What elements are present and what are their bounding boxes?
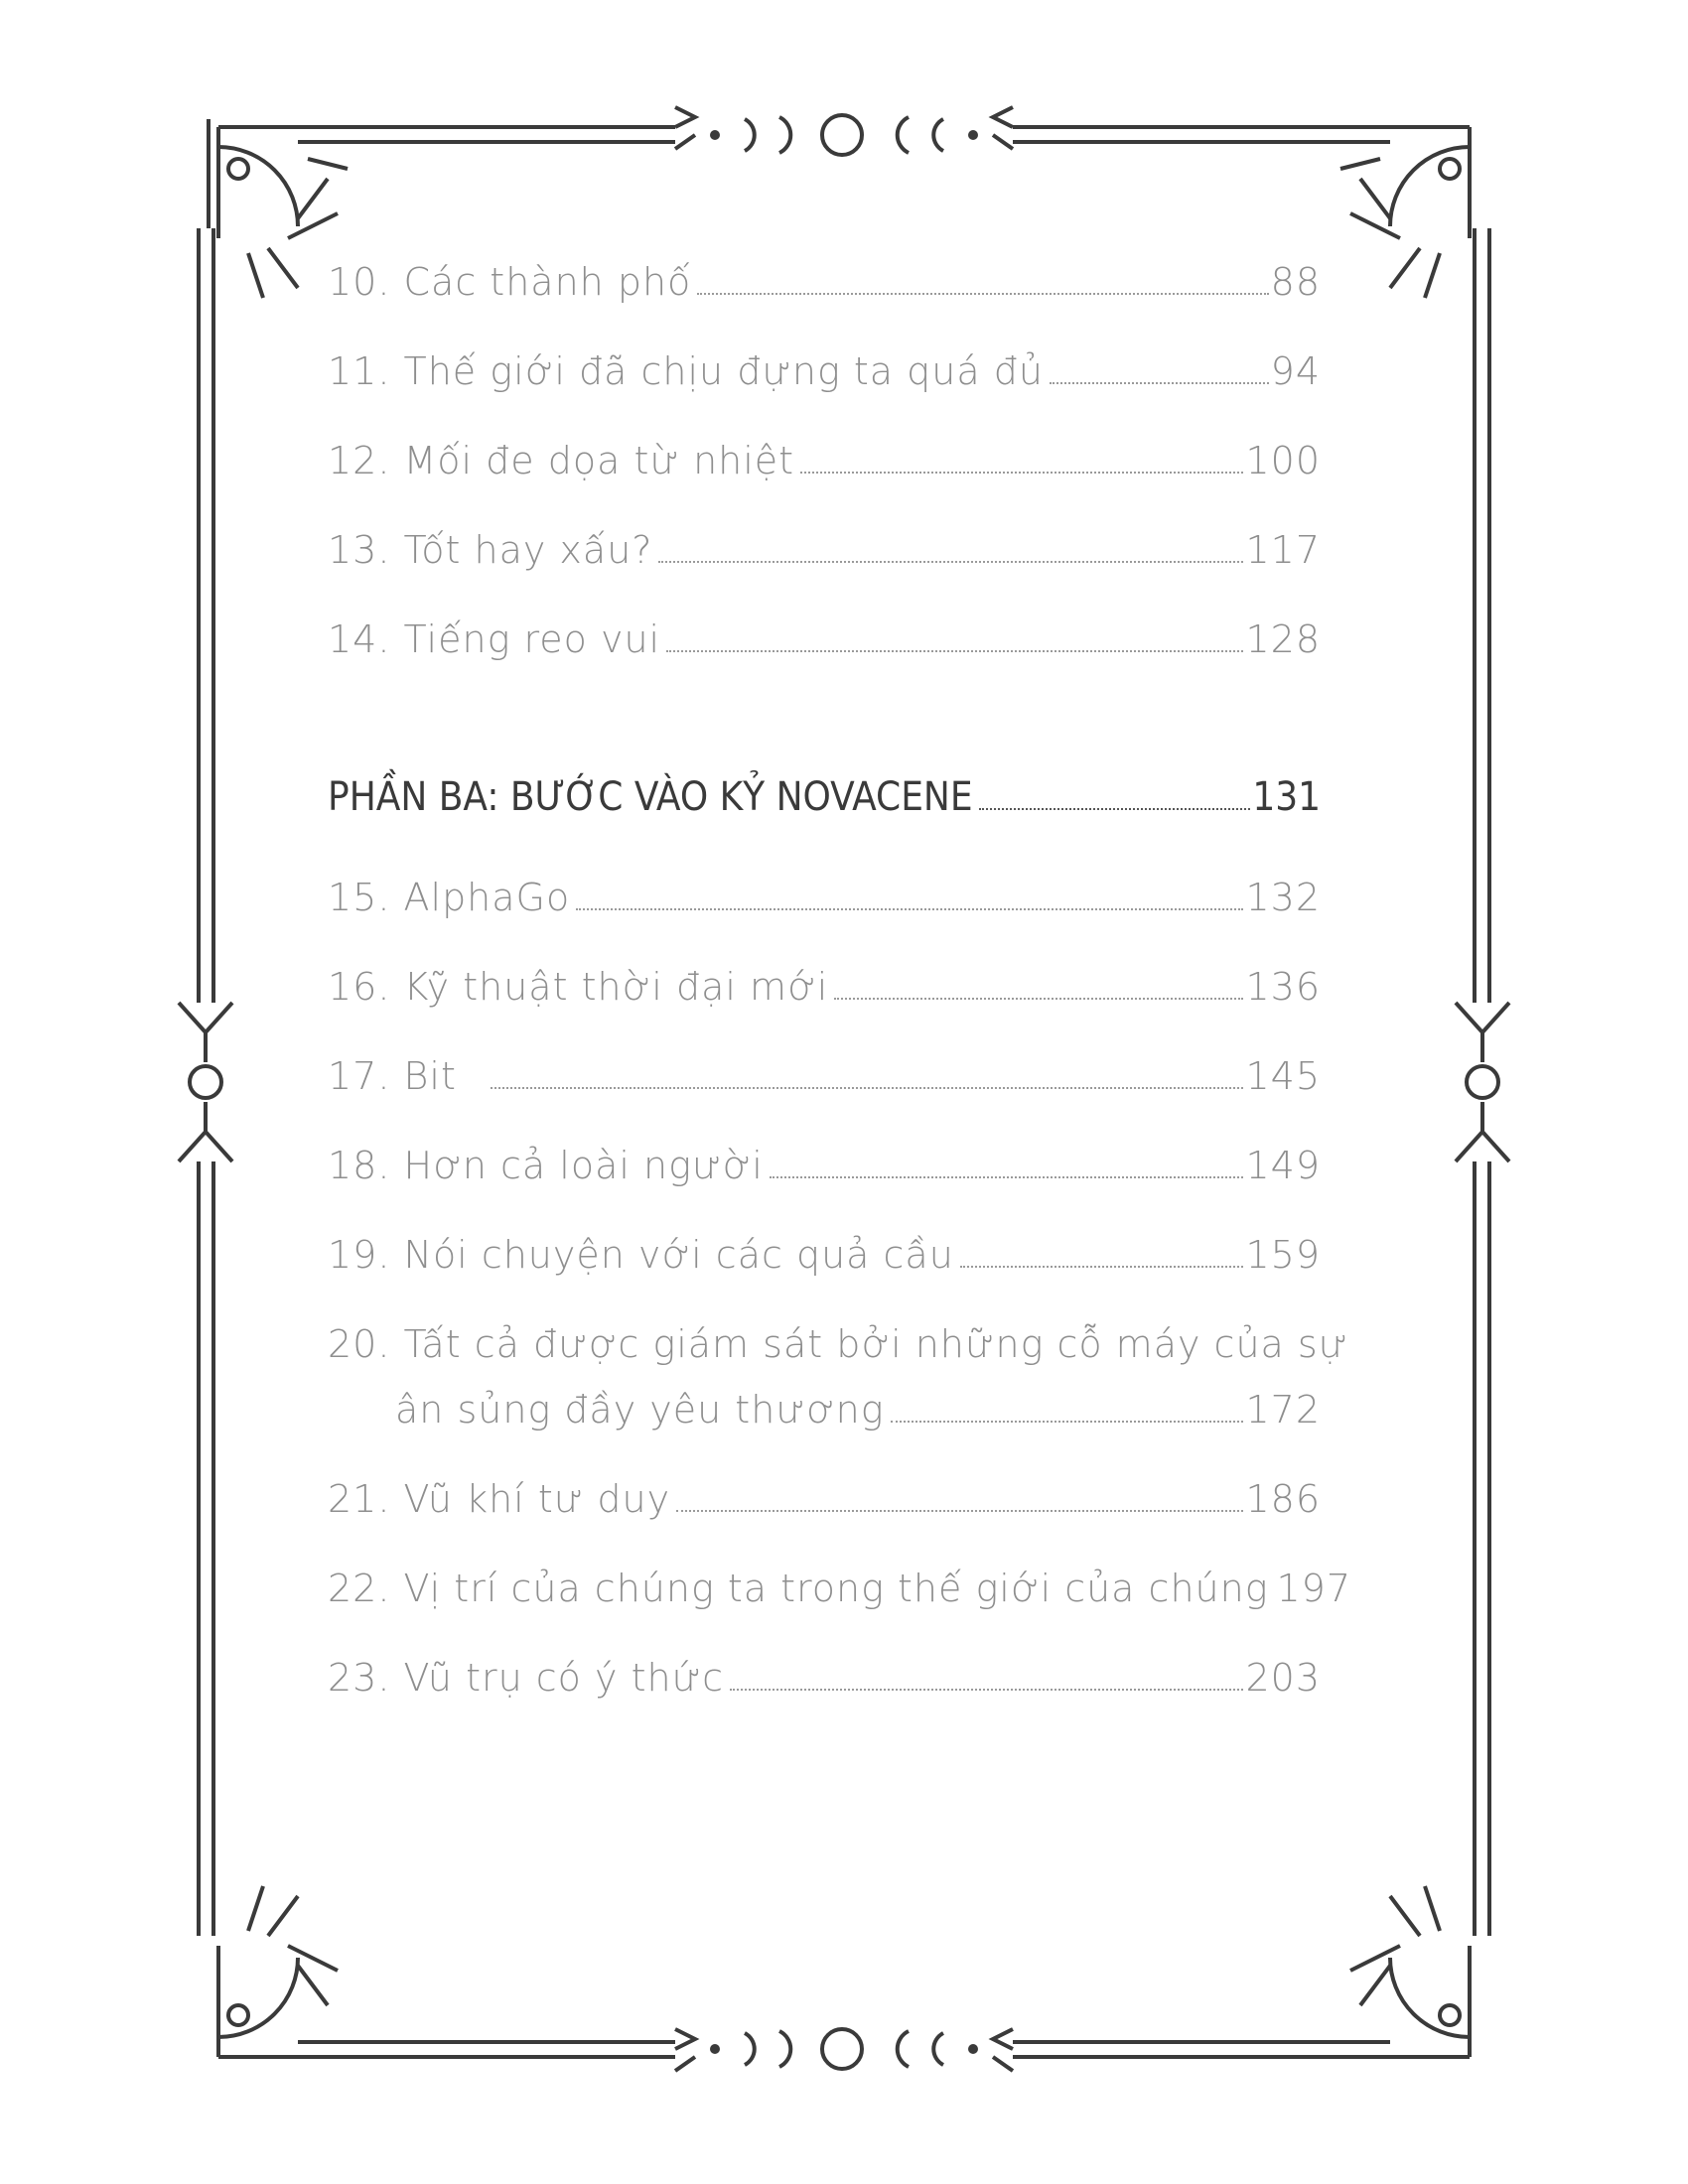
toc-entry-page: 203 [1245,1656,1321,1700]
dot-leader [800,472,1243,474]
toc-entry-title: 22. Vị trí của chúng ta trong thế giới của chúng [328,1567,1269,1610]
toc-entry-page: 197 [1276,1567,1352,1610]
toc-entry-title: 10. Các thành phố [328,260,692,304]
toc-entry-page: 172 [1245,1388,1321,1432]
toc-entry[interactable] [328,1388,1321,1447]
toc-entry-title: 17. Bit [328,1054,457,1098]
toc-entry-page: 159 [1245,1233,1321,1277]
toc-entry-page: 186 [1245,1477,1321,1521]
toc-entry[interactable] [328,1144,1321,1203]
dot-leader [730,1689,1243,1691]
toc-entry-page: 117 [1245,528,1321,572]
toc-entry-page: 149 [1245,1144,1321,1187]
toc-entry[interactable] [328,617,1321,677]
toc-entry-page: 132 [1245,876,1321,919]
dot-leader [576,908,1243,910]
toc-part-heading[interactable] [328,774,1321,834]
dot-leader [697,293,1268,295]
dot-leader [676,1510,1243,1512]
toc-entry[interactable] [328,349,1321,409]
toc-entry-title: ân sủng đầy yêu thương [395,1388,885,1432]
toc-entry-title: 19. Nói chuyện với các quả cầu [328,1233,954,1277]
toc-entry-page: 145 [1245,1054,1321,1098]
toc-entry-title: 21. Vũ khí tư duy [328,1477,671,1521]
toc-entry-title: 11. Thế giới đã chịu đựng ta quá đủ [328,349,1044,393]
toc-entry[interactable] [328,876,1321,935]
toc-entry[interactable] [328,1477,1321,1537]
toc-entry-title: 23. Vũ trụ có ý thức [328,1656,725,1700]
toc-entry[interactable] [328,439,1321,498]
toc-entry[interactable] [328,965,1321,1024]
dot-leader [960,1266,1244,1268]
dot-leader [891,1421,1244,1423]
dot-leader [491,1087,1244,1089]
toc-entry[interactable] [328,528,1321,588]
toc-entry[interactable] [328,260,1321,320]
toc-entry[interactable] [328,1567,1352,1626]
toc-entry-page: 128 [1245,617,1321,661]
toc-entry-title: 18. Hơn cả loài người [328,1144,764,1187]
toc-entry[interactable] [328,1656,1321,1715]
part-title: PHẦN BA: BƯỚC VÀO KỶ NOVACENE [328,774,973,820]
dot-leader [834,998,1243,1000]
part-page: 131 [1252,774,1321,820]
toc-entry-title: 13. Tốt hay xấu? [328,528,653,572]
dot-leader [658,561,1243,563]
toc-entry-page: 94 [1270,349,1321,393]
toc-entry-title: 14. Tiếng reo vui [328,617,661,661]
toc-entry-title: 12. Mối đe dọa từ nhiệt [328,439,795,482]
toc-entry[interactable] [328,1054,1321,1114]
dot-leader [979,808,1251,810]
toc-entry-page: 136 [1245,965,1321,1009]
toc-entry-page: 88 [1270,260,1321,304]
toc-entry-line1[interactable]: 20. Tất cả được giám sát bởi những cỗ máy của sự [328,1322,1349,1366]
dot-leader [1050,382,1269,384]
toc-entry[interactable] [328,1233,1321,1293]
toc-entry-title: 16. Kỹ thuật thời đại mới [328,965,829,1009]
toc-entry-title: 15. AlphaGo [328,876,571,919]
toc-entry-page: 100 [1245,439,1321,482]
dot-leader [666,650,1243,652]
dot-leader [770,1176,1244,1178]
